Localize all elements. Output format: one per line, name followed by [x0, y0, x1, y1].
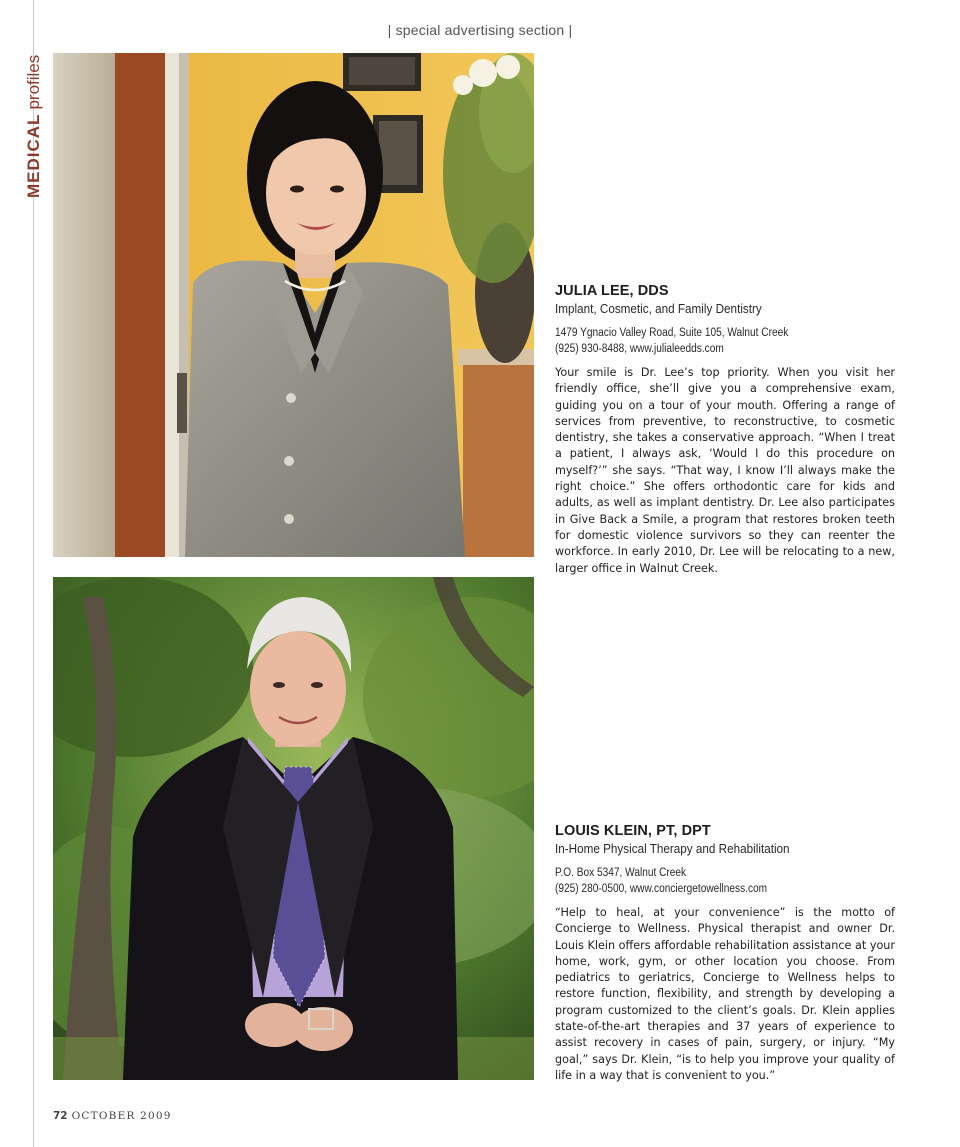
profile-louis-klein: [555, 822, 895, 1084]
profile-name: JULIA LEE, DDS: [555, 283, 669, 299]
profile-phone-web: (925) 930-8488, www.julialeedds.com: [555, 343, 724, 355]
sidebar-section-tag: [24, 55, 44, 198]
profile-contact: [555, 865, 854, 897]
profile-body: Your smile is Dr. Lee’s top priority. When you visit her friendly office, she’ll give you a comprehensive exam, guiding you on a tour of your mouth. Offering a range of services from preventive, to reconstructive, to cosmetic dentistry, she takes a conservative approach. “When I treat a patient, I always ask, ‘Would I do this procedure on myself?’” she says. “That way, I know I’ll always make the right choice.” She offers orthodontic care for kids and adults, as well as implant dentistry. Dr. Lee also participates in Give Back a Smile, a program that restores broken teeth for domestic violence survivors so they can reenter the workforce. In early 2010, Dr. Lee will be relocating to a new, larger office in Walnut Creek.: [555, 366, 895, 575]
profile-contact: [555, 325, 854, 357]
sidebar-tag-light: profiles: [24, 54, 43, 110]
page-number: 72: [53, 1110, 68, 1122]
sidebar-tag-strong: MEDICAL: [24, 113, 43, 198]
profile-photo-louis-klein: [53, 577, 534, 1080]
profile-specialty: Implant, Cosmetic, and Family Dentistry: [555, 301, 762, 316]
profile-phone-web: (925) 280-0500, www.conciergetowellness.com: [555, 883, 768, 895]
profile-address: 1479 Ygnacio Valley Road, Suite 105, Walnut Creek: [555, 327, 789, 339]
page-folio: [53, 1110, 172, 1122]
profile-name: LOUIS KLEIN, PT, DPT: [555, 823, 711, 839]
profile-address: P.O. Box 5347, Walnut Creek: [555, 867, 687, 879]
profile-photo-julia-lee: [53, 53, 534, 557]
profile-specialty: In-Home Physical Therapy and Rehabilitation: [555, 841, 790, 856]
issue-date: OCTOBER 2009: [71, 1110, 172, 1122]
section-label: | special advertising section |: [387, 22, 573, 38]
profile-body: “Help to heal, at your convenience” is the motto of Concierge to Wellness. Physical therapist and owner Dr. Louis Klein offers affordable rehabilitation assistance at your home, work, gym, or other location you choose. From pediatrics to geriatrics, Concierge to Wellness helps to restore function, flexibility, and strength by developing a program customized to the client’s goals. Dr. Klein applies state-of-the-art therapies and 37 years of experience to assist recovery in cases of pain, surgery, or injury. “My goal,” says Dr. Klein, “is to help you improve your quality of life in a way that is convenient to you.”: [555, 906, 895, 1082]
profile-julia-lee: [555, 282, 895, 577]
